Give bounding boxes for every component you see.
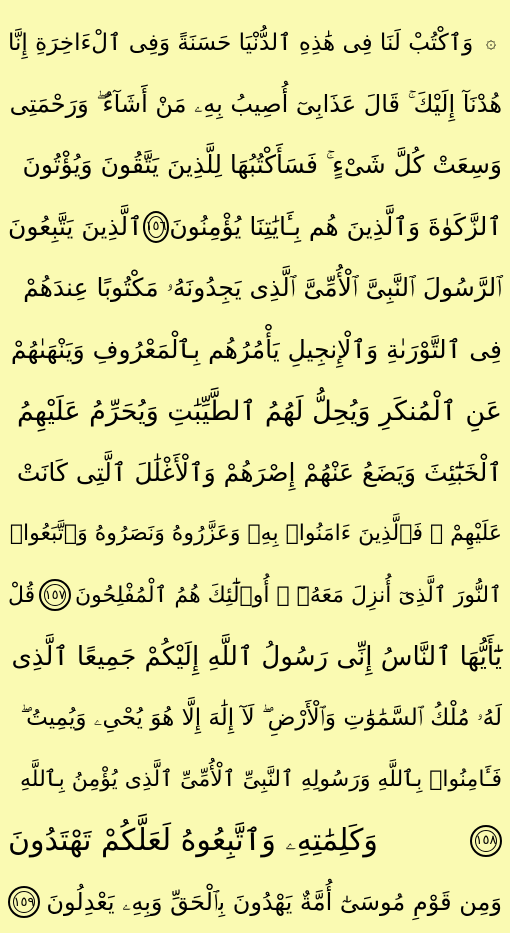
verse-number-marker: ١٥٩ <box>8 886 40 918</box>
text-line-5 <box>8 258 502 319</box>
verse-text: فَـَٔامِنُوا۟ بِٱللَّهِ وَرَسُولِهِ ٱلنَّبِىِّ ٱلْأُمِّىِّ ٱلَّذِى يُؤْمِنُ بِٱللَّهِ <box>19 766 502 792</box>
verse-text: فِى ٱلتَّوْرَىٰةِ وَٱلْإِنجِيلِ يَأْمُرُهُم بِٱلْمَعْرُوفِ وَيَنْهَىٰهُمْ <box>10 335 502 365</box>
verse-text: عَنِ ٱلْمُنكَرِ وَيُحِلُّ لَهُمُ ٱلطَّيِّبَٰتِ وَيُحَرِّمُ عَلَيْهِمُ <box>16 395 502 427</box>
verse-text: وَكَلِمَٰتِهِۦ وَٱتَّبِعُوهُ لَعَلَّكُمْ تَهْتَدُونَ <box>8 823 378 859</box>
verse-text: ٱلَّذِينَ يَتَّبِعُونَ <box>8 212 143 242</box>
text-line-8 <box>8 442 502 503</box>
text-line-2 <box>8 73 502 134</box>
rub-el-hizb-icon: ۞ <box>485 31 497 53</box>
text-line-6 <box>8 319 502 380</box>
text-line-14 <box>8 810 502 871</box>
verse-text: يَٰٓأَيُّهَا ٱلنَّاسُ إِنِّى رَسُولُ ٱللَّهِ إِلَيْكُمْ جَمِيعًا ٱلَّذِى <box>11 641 502 672</box>
verse-text: وَمِن قَوْمِ مُوسَىٰٓ أُمَّةٌ يَهْدُونَ بِٱلْحَقِّ وَبِهِۦ يَعْدِلُونَ <box>46 888 502 917</box>
verse-text: ٱلنُّورَ ٱلَّذِىٓ أُنزِلَ مَعَهُۥٓ ۙ أُو۟لَٰٓئِكَ هُمُ ٱلْمُفْلِحُونَ <box>74 582 502 608</box>
text-line-10 <box>8 565 502 626</box>
verse-text: لَهُۥ مُلْكُ ٱلسَّمَٰوَٰتِ وَٱلْأَرْضِ ۖ لَآ إِلَٰهَ إِلَّا هُوَ يُحْىِۦ وَيُمِيتُ ۖ <box>20 704 502 731</box>
verse-text: ٱلزَّكَوٰةَ وَٱلَّذِينَ هُم بِـَٔايَٰتِنَا يُؤْمِنُونَ <box>169 212 502 242</box>
verse-text: وَٱكْتُبْ لَنَا فِى هَٰذِهِ ٱلدُّنْيَا حَسَنَةً وَفِى ٱلْءَاخِرَةِ إِنَّا <box>8 29 474 56</box>
text-line-7 <box>8 380 502 441</box>
verse-number-marker: ١٥٦ <box>143 211 170 243</box>
text-line-12 <box>8 687 502 748</box>
verse-text: وَسِعَتْ كُلَّ شَىْءٍ ۚ فَسَأَكْتُبُهَا لِلَّذِينَ يَتَّقُونَ وَيُؤْتُونَ <box>22 150 502 180</box>
verse-text: ٱلْخَبَٰٓئِثَ وَيَضَعُ عَنْهُمْ إِصْرَهُمْ وَٱلْأَغْلَٰلَ ٱلَّتِى كَانَتْ <box>16 457 502 487</box>
text-line-11 <box>8 626 502 687</box>
text-line-1 <box>8 12 502 73</box>
text-line-3 <box>8 135 502 196</box>
verse-text: هُدْنَآ إِلَيْكَ ۚ قَالَ عَذَابِىٓ أُصِيبُ بِهِۦ مَنْ أَشَآءُ ۖ وَرَحْمَتِى <box>9 90 502 119</box>
verse-text: عَلَيْهِمْ ۚ فَٱلَّذِينَ ءَامَنُوا۟ بِهِۦ وَعَزَّرُوهُ وَنَصَرُوهُ وَٱتَّبَعُوا۟ <box>9 521 502 547</box>
text-line-4 <box>8 196 502 257</box>
verse-number-marker: ١٥٨ <box>470 825 502 857</box>
verse-text: ٱلرَّسُولَ ٱلنَّبِىَّ ٱلْأُمِّىَّ ٱلَّذِى يَجِدُونَهُۥ مَكْتُوبًا عِندَهُمْ <box>23 273 502 303</box>
text-line-13 <box>8 749 502 810</box>
text-line-9 <box>8 503 502 564</box>
verse-text: قُلْ <box>8 582 36 608</box>
verse-number-marker: ١٥٧ <box>39 579 71 611</box>
text-line-15 <box>8 871 502 932</box>
